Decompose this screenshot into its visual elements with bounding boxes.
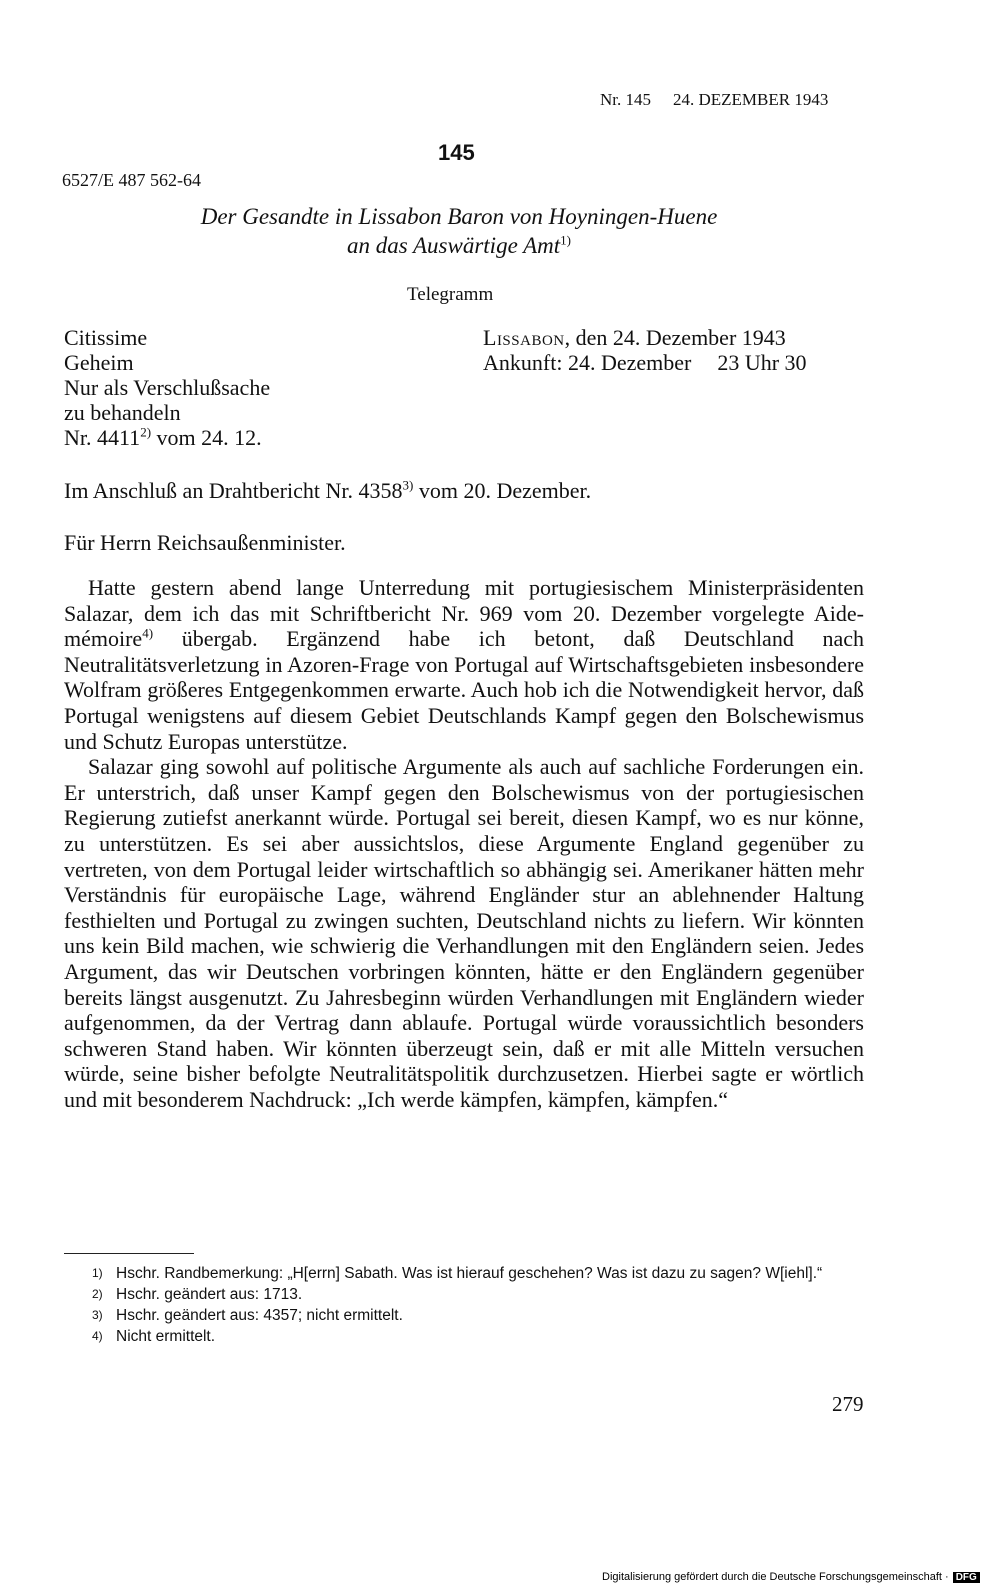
arrival-date: Ankunft: 24. Dezember bbox=[483, 350, 692, 375]
reference-note-mark: 3) bbox=[402, 477, 414, 493]
paragraph-1-part-b: übergab. Ergänzend habe ich betont, daß Deutschland nach Neutralitätsverletzung in Azoren-Frage von Portugal auf Wirtschaftsgebieten insbesondere Wolfram größeres Entgegenkommen erwarte. Auch hob ich die Notwendigkeit hervor, daß Portugal wenigstens auf diesem Gebiet Deutschlands Kampf gegen den Bolschewismus und Schutz Europas unterstütze. bbox=[64, 626, 864, 754]
priority-label: Citissime bbox=[64, 325, 148, 350]
reference-date: vom 20. Dezember. bbox=[413, 478, 592, 503]
handling-label-2: zu behandeln bbox=[64, 400, 181, 425]
dispatch-block bbox=[483, 325, 807, 375]
footnote-text: Hschr. Randbemerkung: „H[errn] Sabath. Was ist hierauf geschehen? Was ist dazu zu sagen? W[iehl].“ bbox=[116, 1265, 823, 1282]
footnote-4 bbox=[92, 1326, 872, 1347]
handling-label-1: Nur als Verschlußsache bbox=[64, 375, 271, 400]
paragraph-1-note-mark: 4) bbox=[142, 625, 154, 641]
dispatch-date: , den 24. Dezember 1943 bbox=[564, 325, 786, 350]
page-number: 279 bbox=[832, 1392, 864, 1416]
telegram-number bbox=[64, 425, 394, 450]
document-title-line2 bbox=[0, 233, 918, 259]
dfg-logo: DFG bbox=[953, 1572, 980, 1583]
title-footnote-mark: 1) bbox=[560, 232, 572, 248]
telegram-label: Telegramm bbox=[407, 284, 494, 305]
footnote-text: Hschr. geändert aus: 4357; nicht ermittelt. bbox=[116, 1307, 403, 1324]
digitization-credit bbox=[602, 1571, 980, 1583]
paragraph-1-part-a: Hatte gestern abend lange Unterredung mit portugiesischem Ministerpräsidenten Salazar, dem ich das mit Schriftbericht Nr. 969 vom 20. Dezember vorgelegte Aide-mémoire bbox=[64, 575, 864, 652]
header-date: 24. DEZEMBER 1943 bbox=[673, 90, 829, 109]
reference-line bbox=[64, 478, 591, 504]
footnote-mark: 1) bbox=[92, 1266, 103, 1280]
file-reference: 6527/E 487 562-64 bbox=[62, 170, 201, 190]
footnote-3 bbox=[92, 1305, 872, 1326]
document-number: 145 bbox=[438, 140, 475, 165]
addressee-line: Für Herrn Reichsaußenminister. bbox=[64, 530, 346, 555]
footnote-text: Nicht ermittelt. bbox=[116, 1328, 216, 1345]
footnote-mark: 3) bbox=[92, 1308, 103, 1322]
paragraph-2: Salazar ging sowohl auf politische Argumente als auch auf sachliche Forderungen ein. Er unterstrich, daß unser Kampf gegen den Bolschewismus von der portugiesischen Regierung zutiefst anerkannt würde. Portugal sei bereit, diesen Kampf, wo es nur könne, zu unterstützen. Es sei aber aussichtslos, diese Argumente England gegenüber zu vertreten, von dem Portugal leider wirtschaftlich so abhängig sei. Amerikaner hätten mehr Verständnis für europäische Lage, während Engländer stur an ablehnender Haltung festhielten und Portugal zu zwingen suchten, Deutschland nichts zu liefern. Wir könnten uns kein Bild machen, wie schwierig die Verhandlungen mit den Engländern seien. Jedes Argument, das wir Deutschen vorbringen könnten, hätte er den Engländern gegenüber bereits längst ausgenutzt. Zu Jahresbeginn würden Verhandlungen mit Engländern wieder aufgenommen, da der Vertrag dann ablaufe. Portugal würde voraussichtlich besonders schweren Stand haben. Wir könnten überzeugt sein, daß er mit alle Mitteln versuchen würde, seine bisher befolgte Neutralitätspolitik durchzusetzen. Hierbei sagte er wörtlich und mit besonderem Nachdruck: „Ich werde kämpfen, kämpfen, kämpfen.“ bbox=[64, 754, 864, 1112]
footnote-text: Hschr. geändert aus: 1713. bbox=[116, 1286, 303, 1303]
classification-block bbox=[64, 325, 394, 450]
reference-text: Im Anschluß an Drahtbericht Nr. 4358 bbox=[64, 478, 403, 503]
document-title-line1: Der Gesandte in Lissabon Baron von Hoyningen-Huene bbox=[200, 204, 718, 229]
telegram-number-text: Nr. 4411 bbox=[64, 425, 141, 450]
body-text bbox=[64, 575, 864, 1112]
credit-text: Digitalisierung gefördert durch die Deutsche Forschungsgemeinschaft · bbox=[602, 1571, 949, 1583]
dispatch-line bbox=[483, 325, 807, 350]
footnotes bbox=[92, 1263, 872, 1347]
telegram-number-date: vom 24. 12. bbox=[151, 425, 262, 450]
telegram-number-note-mark: 2) bbox=[140, 424, 152, 440]
header-number: Nr. 145 bbox=[600, 90, 651, 109]
secrecy-label: Geheim bbox=[64, 350, 134, 375]
footnote-mark: 4) bbox=[92, 1329, 103, 1343]
footnote-divider bbox=[64, 1253, 194, 1254]
dispatch-city: Lissabon bbox=[483, 325, 565, 350]
arrival-time: 23 Uhr 30 bbox=[717, 350, 807, 375]
arrival-line bbox=[483, 350, 807, 375]
paragraph-1 bbox=[64, 575, 864, 754]
footnote-1 bbox=[92, 1263, 872, 1284]
title-line2-text: an das Auswärtige Amt bbox=[346, 233, 561, 258]
footnote-mark: 2) bbox=[92, 1287, 103, 1301]
running-header bbox=[600, 90, 828, 110]
footnote-2 bbox=[92, 1284, 872, 1305]
